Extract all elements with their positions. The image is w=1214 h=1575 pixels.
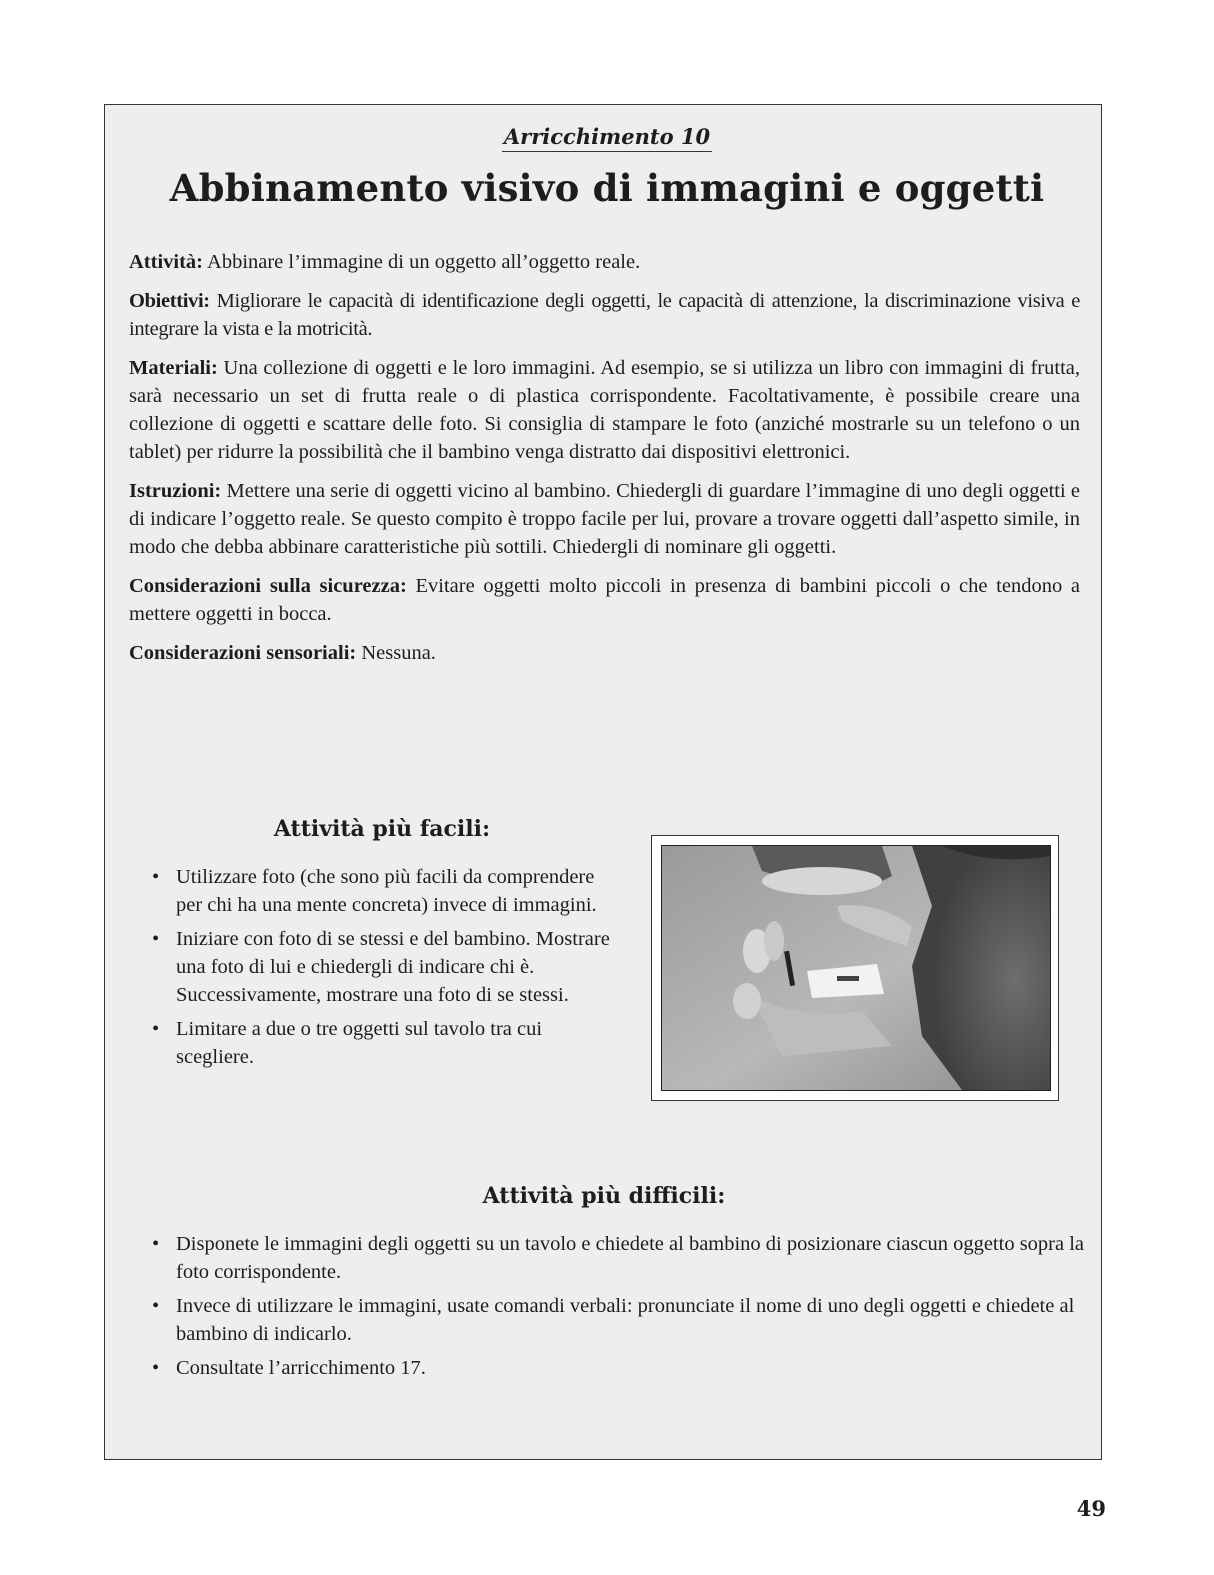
- section-kicker: [0, 124, 1214, 149]
- harder-heading: Attività più difficili:: [482, 1183, 726, 1209]
- section-sensory: [129, 639, 1080, 667]
- section-objectives: [129, 287, 1080, 343]
- section-label: Considerazioni sulla sicurezza:: [129, 575, 407, 597]
- list-item: • Consultate l’arricchimento 17.: [152, 1354, 1087, 1382]
- section-text: Mettere una serie di oggetti vicino al bambino. Chiedergli di guardare l’immagine di uno degli oggetti e di indicare l’oggetto reale. Se questo compito è troppo facile per lui, provare a trovare oggetti dall’aspetto simile, in modo che debba abbinare caratteristiche più sottili. Chiedergli di nominare gli oggetti.: [129, 480, 1080, 558]
- section-text: Abbinare l’immagine di un oggetto all’oggetto reale.: [203, 251, 641, 273]
- page-number: 49: [1076, 1496, 1106, 1521]
- easier-list: [152, 863, 622, 1077]
- harder-list: [152, 1230, 1087, 1388]
- page-title: Abbinamento visivo di immagini e oggetti: [169, 166, 1045, 210]
- section-text: Evitare oggetti molto piccoli in presenza di bambini piccoli o che tendono a mettere oggetti in bocca.: [129, 575, 1080, 625]
- section-activity: [129, 248, 1080, 276]
- section-text: Nessuna.: [356, 642, 436, 664]
- photo-illustration: [662, 846, 1050, 1090]
- child-matching-photo: [661, 845, 1051, 1091]
- kicker-text: Arricchimento 10: [502, 124, 712, 152]
- activity-description: [129, 248, 1080, 678]
- section-label: Materiali:: [129, 357, 218, 379]
- section-safety: [129, 572, 1080, 628]
- section-label: Attività:: [129, 251, 204, 273]
- list-item: • Disponete le immagini degli oggetti su un tavolo e chiedete al bambino di posizionare ciascun oggetto sopra la foto corrispondente.: [152, 1230, 1087, 1286]
- section-label: Istruzioni:: [129, 480, 222, 502]
- section-label: Considerazioni sensoriali:: [129, 642, 357, 664]
- section-label: Obiettivi:: [129, 290, 210, 312]
- section-text: Migliorare le capacità di identificazione degli oggetti, le capacità di attenzione, la discriminazione visiva e integrare la vista e la motricità.: [129, 290, 1080, 340]
- section-text: Una collezione di oggetti e le loro immagini. Ad esempio, se si utilizza un libro con immagini di frutta, sarà necessario un set di frutta reale o di plastica corrispondente. Facoltativamente, è possibile creare una collezione di oggetti e scattare delle foto. Si consiglia di stampare le foto (anziché mostrarle su un telefono o un tablet) per ridurre la possibilità che il bambino venga distratto dai dispositivi elettronici.: [129, 357, 1080, 463]
- list-item: • Utilizzare foto (che sono più facili da comprendere per chi ha una mente concreta) invece di immagini.: [152, 863, 622, 919]
- list-item: • Limitare a due o tre oggetti sul tavolo tra cui scegliere.: [152, 1015, 622, 1071]
- list-item: • Iniziare con foto di se stessi e del bambino. Mostrare una foto di lui e chiedergli di indicare chi è. Successivamente, mostrare una foto di se stessi.: [152, 925, 622, 1009]
- photo-frame: [651, 835, 1059, 1101]
- section-instructions: [129, 477, 1080, 561]
- easier-heading: Attività più facili:: [273, 816, 491, 842]
- section-materials: [129, 354, 1080, 466]
- list-item: • Invece di utilizzare le immagini, usate comandi verbali: pronunciate il nome di uno degli oggetti e chiedete al bambino di indicarlo.: [152, 1292, 1087, 1348]
